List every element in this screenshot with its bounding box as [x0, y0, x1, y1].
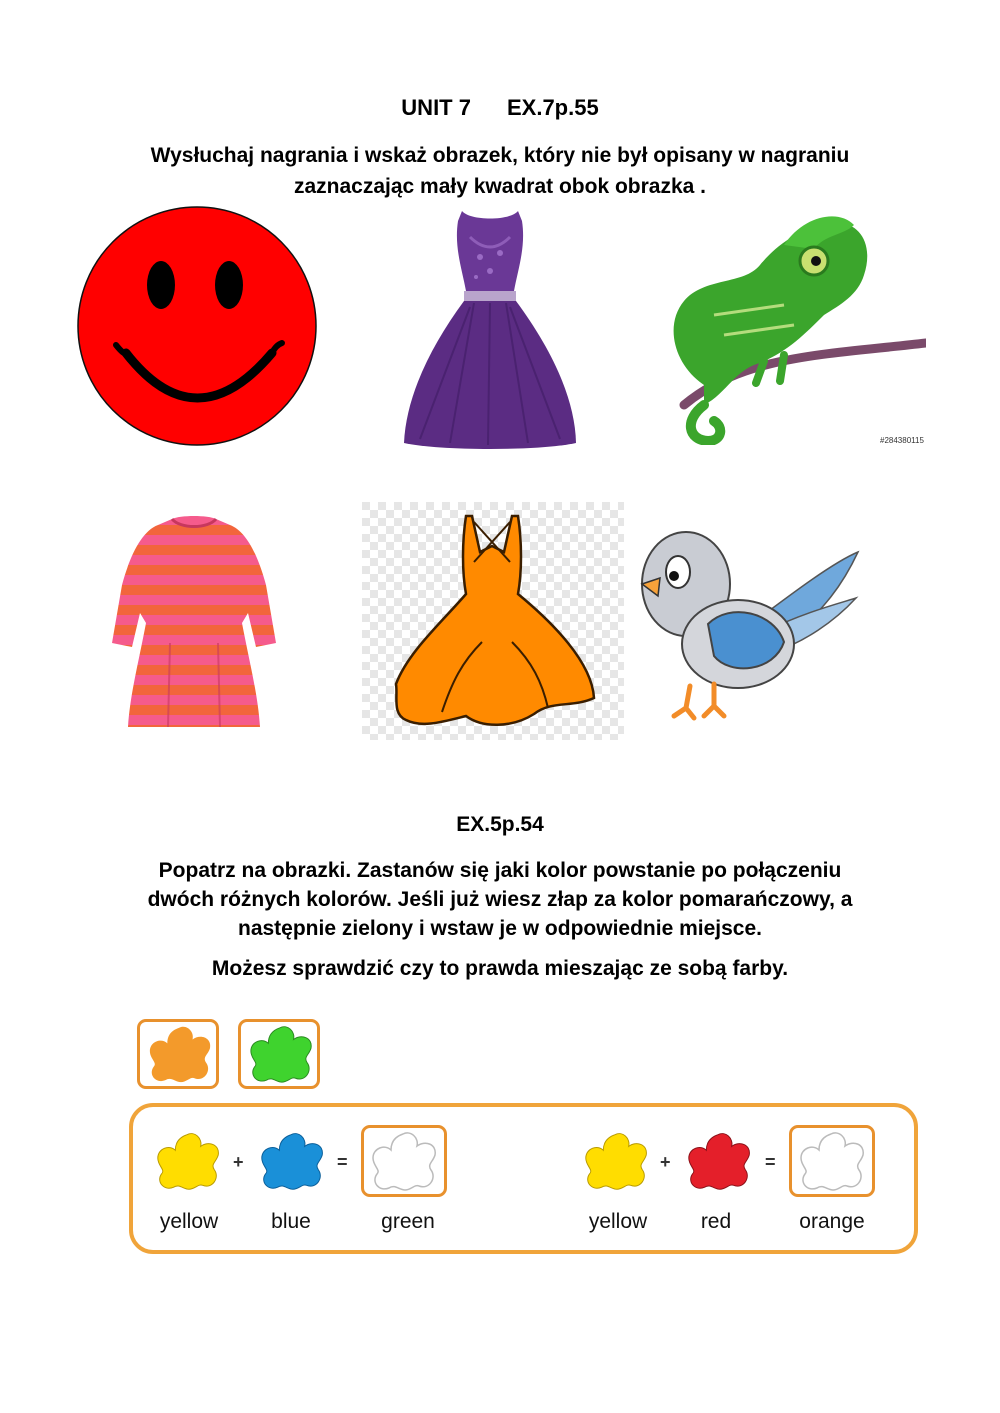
blue-label: blue — [271, 1210, 311, 1233]
yellow-paint-blob-2 — [578, 1128, 654, 1194]
orange-paint-tile[interactable] — [137, 1019, 219, 1089]
equals-sign: = — [337, 1152, 348, 1172]
exercise-label: EX.7p.55 — [506, 95, 599, 120]
blue-paint-blob — [254, 1128, 330, 1194]
pink-striped-dress-image[interactable] — [110, 515, 278, 733]
red-paint-blob — [681, 1128, 757, 1194]
instructions-2-line2: dwóch różnych kolorów. Jeśli już wiesz złap za kolor pomarańczowy, a — [147, 888, 853, 911]
equals-sign-2: = — [765, 1152, 776, 1172]
yellow-label-2: yellow — [588, 1210, 648, 1233]
plus-sign-2: + — [660, 1152, 671, 1172]
instructions-2 — [0, 856, 1000, 943]
orange-drop-zone[interactable] — [789, 1125, 875, 1197]
plus-sign: + — [233, 1152, 244, 1172]
red-smiley-face-image[interactable] — [76, 205, 318, 447]
green-chameleon-image[interactable] — [664, 205, 926, 445]
yellow-paint-blob — [150, 1128, 226, 1194]
instructions-1 — [0, 140, 1000, 202]
instructions-2-line3: następnie zielony i wstaw je w odpowiednie miejsce. — [238, 917, 762, 940]
red-label: red — [700, 1210, 732, 1233]
orange-label: orange — [799, 1210, 865, 1233]
green-drop-zone[interactable] — [361, 1125, 447, 1197]
exercise-5-title: EX.5p.54 — [456, 813, 544, 836]
green-label: green — [381, 1210, 435, 1233]
unit-label: UNIT 7 — [401, 95, 471, 120]
green-paint-tile[interactable] — [238, 1019, 320, 1089]
instructions-2-line1: Popatrz na obrazki. Zastanów się jaki kolor powstanie po połączeniu — [158, 859, 842, 882]
yellow-label: yellow — [159, 1210, 219, 1233]
instructions-1-line1: Wysłuchaj nagrania i wskaż obrazek, który nie był opisany w nagraniu — [150, 144, 850, 167]
blue-bird-image[interactable] — [634, 512, 860, 724]
instructions-1-line2: zaznaczając mały kwadrat obok obrazka . — [293, 175, 706, 198]
instructions-2-line4: Możesz sprawdzić czy to prawda mieszając ze sobą farby. — [211, 957, 789, 980]
unit-heading — [0, 95, 1000, 121]
purple-dress-image[interactable] — [400, 207, 580, 453]
orange-dress-image[interactable] — [362, 502, 624, 740]
stock-image-id: #284380115 — [880, 436, 924, 445]
